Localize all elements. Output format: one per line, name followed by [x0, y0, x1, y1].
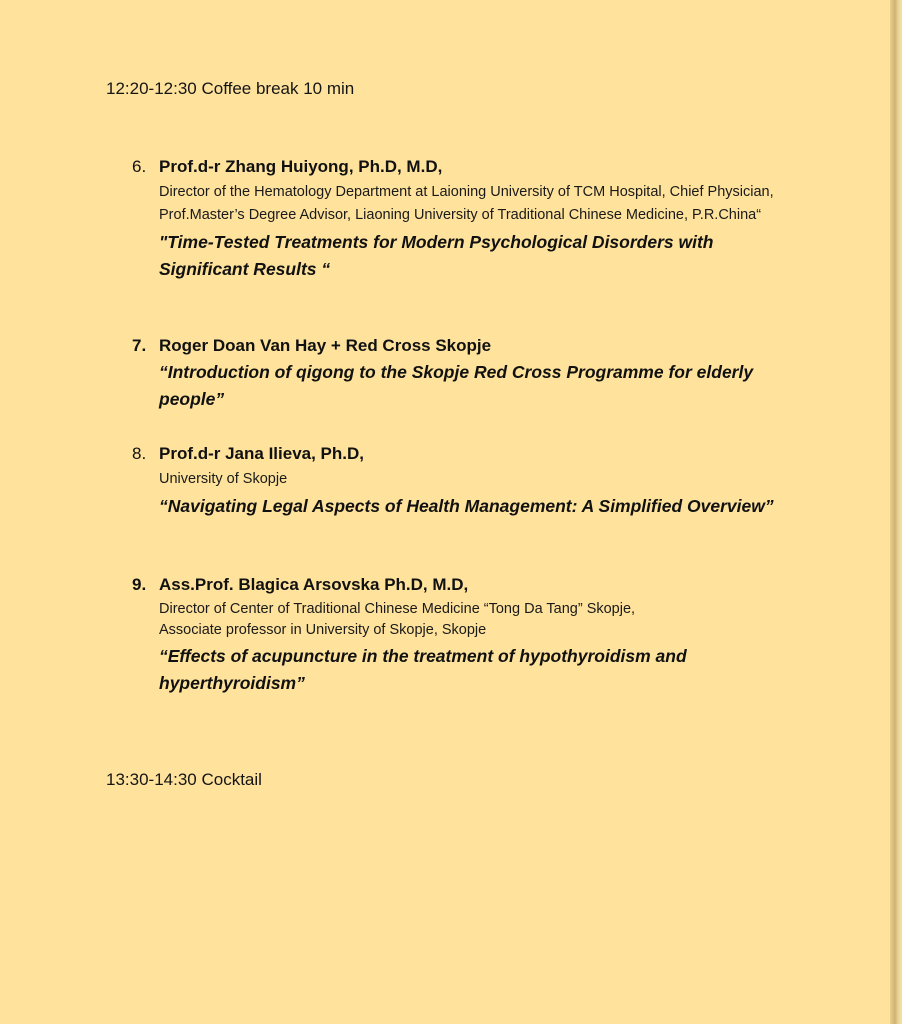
talk-title: “Effects of acupuncture in the treatment of hypothyroidism and hyperthyroidism”	[159, 646, 687, 693]
talk-title: “Navigating Legal Aspects of Health Management: A Simplified Overview”	[159, 496, 774, 516]
speaker-item-6	[132, 156, 792, 283]
cocktail-time: 13:30-14:30 Cocktail	[106, 770, 262, 789]
speaker-name: Prof.d-r Zhang Huiyong, Ph.D, M.D,	[159, 157, 443, 176]
speaker-name: Ass.Prof. Blagica Arsovska Ph.D, M.D,	[159, 575, 469, 594]
speaker-affiliation: Director of the Hematology Department at Laioning University of TCM Hospital, Chief Physician, Prof.Master’s Degree Advisor, Liaoning University of Traditional Chinese Medicine, P.R.China“	[159, 184, 774, 223]
speaker-number: 9.	[132, 575, 147, 594]
speaker-number: 8.	[132, 444, 147, 463]
affiliation-line: Associate professor in University of Skopje, Skopje	[159, 622, 487, 638]
speaker-affiliation	[159, 599, 792, 641]
speaker-number: 7.	[132, 336, 147, 355]
talk-title: “Introduction of qigong to the Skopje Red Cross Programme for elderly people”	[159, 362, 754, 409]
speaker-item-7	[132, 335, 792, 413]
affiliation-line: Director of Center of Traditional Chinese Medicine “Tong Da Tang” Skopje,	[159, 601, 636, 617]
coffee-break-time: 12:20-12:30 Coffee break 10 min	[106, 79, 355, 98]
speaker-item-8	[132, 443, 792, 520]
speaker-name: Roger Doan Van Hay + Red Cross Skopje	[159, 336, 492, 355]
talk-title: "Time-Tested Treatments for Modern Psychological Disorders with Significant Results “	[159, 232, 714, 279]
speaker-item-9	[132, 574, 792, 697]
speaker-number: 6.	[132, 157, 147, 176]
page-edge	[890, 0, 902, 1024]
speaker-name: Prof.d-r Jana Ilieva, Ph.D,	[159, 444, 365, 463]
speaker-affiliation: University of Skopje	[159, 471, 288, 487]
